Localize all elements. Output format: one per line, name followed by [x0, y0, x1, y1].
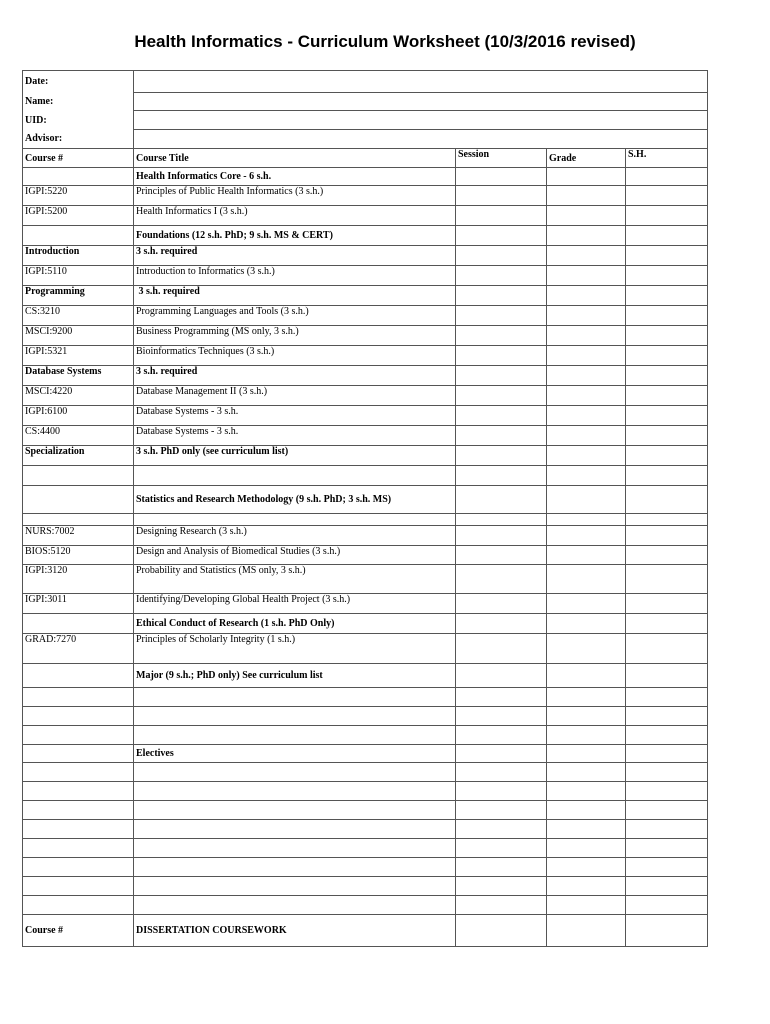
session-cell[interactable]	[456, 820, 547, 839]
course-cell[interactable]	[23, 877, 134, 896]
sh-cell[interactable]	[626, 426, 708, 446]
session-cell[interactable]	[456, 326, 547, 346]
table-row	[23, 426, 708, 446]
grade-cell[interactable]	[547, 745, 626, 763]
table-row	[23, 186, 708, 206]
page-title: Health Informatics - Curriculum Worksheet (10/3/2016 revised)	[134, 32, 636, 51]
grade-cell[interactable]	[547, 486, 626, 514]
title-cell[interactable]	[134, 858, 456, 877]
session-cell[interactable]	[456, 286, 547, 306]
grade-cell[interactable]	[547, 594, 626, 614]
grade-cell[interactable]	[547, 915, 626, 947]
sh-cell[interactable]	[626, 326, 708, 346]
session-cell[interactable]	[456, 565, 547, 594]
session-cell[interactable]	[456, 526, 547, 546]
course-cell[interactable]	[23, 466, 134, 486]
table-row	[23, 266, 708, 286]
advisor-field[interactable]	[134, 130, 708, 149]
session-cell[interactable]	[456, 726, 547, 745]
session-cell[interactable]	[456, 386, 547, 406]
session-cell[interactable]	[456, 688, 547, 707]
grade-cell[interactable]	[547, 366, 626, 386]
course-title: Programming Languages and Tools (3 s.h.)	[134, 306, 456, 326]
course-cell[interactable]	[23, 858, 134, 877]
grade-cell[interactable]	[547, 168, 626, 186]
sh-cell[interactable]	[626, 526, 708, 546]
column-header-session: Session	[456, 149, 547, 168]
table-row	[23, 877, 708, 896]
course-number: IGPI:5110	[23, 266, 134, 286]
sh-cell[interactable]	[626, 366, 708, 386]
grade-cell[interactable]	[547, 246, 626, 266]
sh-cell[interactable]	[626, 726, 708, 745]
session-cell[interactable]	[456, 634, 547, 664]
dissertation-course-label: Course #	[23, 915, 134, 947]
sh-cell[interactable]	[626, 877, 708, 896]
date-label: Date:	[23, 71, 134, 93]
table-cell	[23, 168, 134, 186]
table-row	[23, 801, 708, 820]
grade-cell[interactable]	[547, 820, 626, 839]
grade-cell[interactable]	[547, 546, 626, 565]
table-row	[23, 594, 708, 614]
sh-cell[interactable]	[626, 206, 708, 226]
group-requirement: 3 s.h. required	[134, 366, 456, 386]
sh-cell[interactable]	[626, 664, 708, 688]
sh-cell[interactable]	[626, 745, 708, 763]
group-requirement: 3 s.h. required	[134, 246, 456, 266]
grade-cell[interactable]	[547, 386, 626, 406]
grade-cell[interactable]	[547, 614, 626, 634]
table-row	[23, 286, 708, 306]
grade-cell[interactable]	[547, 286, 626, 306]
course-number: IGPI:3011	[23, 594, 134, 614]
section-heading-ethics: Ethical Conduct of Research (1 s.h. PhD Only)	[134, 614, 456, 634]
table-row	[23, 326, 708, 346]
title-cell[interactable]	[134, 782, 456, 801]
table-cell	[23, 226, 134, 246]
session-cell[interactable]	[456, 664, 547, 688]
grade-cell[interactable]	[547, 726, 626, 745]
sh-cell[interactable]	[626, 226, 708, 246]
course-number: CS:3210	[23, 306, 134, 326]
grade-cell[interactable]	[547, 266, 626, 286]
grade-cell[interactable]	[547, 664, 626, 688]
course-number: IGPI:5220	[23, 186, 134, 206]
column-header-row	[23, 149, 708, 168]
session-cell[interactable]	[456, 186, 547, 206]
table-row	[23, 726, 708, 745]
course-number: MSCI:4220	[23, 386, 134, 406]
grade-cell[interactable]	[547, 406, 626, 426]
section-heading-foundations: Foundations (12 s.h. PhD; 9 s.h. MS & CERT)	[134, 226, 456, 246]
grade-cell[interactable]	[547, 186, 626, 206]
grade-cell[interactable]	[547, 763, 626, 782]
grade-cell[interactable]	[547, 206, 626, 226]
sh-cell[interactable]	[626, 688, 708, 707]
sh-cell[interactable]	[626, 858, 708, 877]
grade-cell[interactable]	[547, 326, 626, 346]
course-title: Bioinformatics Techniques (3 s.h.)	[134, 346, 456, 366]
table-row	[23, 246, 708, 266]
session-cell[interactable]	[456, 306, 547, 326]
table-cell	[23, 614, 134, 634]
session-cell[interactable]	[456, 896, 547, 915]
advisor-label: Advisor:	[23, 130, 134, 149]
grade-cell[interactable]	[547, 446, 626, 466]
table-row	[23, 688, 708, 707]
session-cell[interactable]	[456, 915, 547, 947]
group-label: Specialization	[23, 446, 134, 466]
grade-cell[interactable]	[547, 526, 626, 546]
title-cell[interactable]	[134, 707, 456, 726]
table-row	[23, 366, 708, 386]
session-cell[interactable]	[456, 763, 547, 782]
table-row	[23, 763, 708, 782]
course-cell[interactable]	[23, 782, 134, 801]
course-number: IGPI:6100	[23, 406, 134, 426]
course-cell[interactable]	[23, 820, 134, 839]
title-cell[interactable]	[134, 763, 456, 782]
grade-cell[interactable]	[547, 306, 626, 326]
group-label: Programming	[23, 286, 134, 306]
session-cell[interactable]	[456, 782, 547, 801]
session-cell[interactable]	[456, 406, 547, 426]
session-cell[interactable]	[456, 266, 547, 286]
session-cell[interactable]	[456, 246, 547, 266]
grade-cell[interactable]	[547, 634, 626, 664]
course-title: Database Systems - 3 s.h.	[134, 426, 456, 446]
sh-cell[interactable]	[626, 896, 708, 915]
title-cell[interactable]	[134, 801, 456, 820]
sh-cell[interactable]	[626, 594, 708, 614]
column-header-grade: Grade	[547, 149, 626, 168]
course-number: GRAD:7270	[23, 634, 134, 664]
sh-cell[interactable]	[626, 565, 708, 594]
course-cell[interactable]	[23, 707, 134, 726]
sh-cell[interactable]	[626, 763, 708, 782]
table-row	[23, 820, 708, 839]
table-cell	[23, 745, 134, 763]
session-cell[interactable]	[456, 226, 547, 246]
grade-cell[interactable]	[547, 839, 626, 858]
sh-cell[interactable]	[626, 707, 708, 726]
title-cell[interactable]	[134, 726, 456, 745]
session-cell[interactable]	[456, 346, 547, 366]
section-heading-stats: Statistics and Research Methodology (9 s.h. PhD; 3 s.h. MS)	[134, 486, 456, 514]
course-title: Business Programming (MS only, 3 s.h.)	[134, 326, 456, 346]
course-title: Principles of Scholarly Integrity (1 s.h.)	[134, 634, 456, 664]
course-cell[interactable]	[23, 896, 134, 915]
course-title: Design and Analysis of Biomedical Studies (3 s.h.)	[134, 546, 456, 565]
session-cell[interactable]	[456, 839, 547, 858]
title-cell[interactable]	[134, 896, 456, 915]
table-row	[23, 306, 708, 326]
title-cell[interactable]	[134, 839, 456, 858]
session-cell[interactable]	[456, 801, 547, 820]
session-cell[interactable]	[456, 858, 547, 877]
course-title: Principles of Public Health Informatics (3 s.h.)	[134, 186, 456, 206]
name-field[interactable]	[134, 93, 708, 111]
sh-cell[interactable]	[626, 782, 708, 801]
session-cell[interactable]	[456, 206, 547, 226]
table-row	[23, 346, 708, 366]
table-row	[23, 206, 708, 226]
curriculum-table	[22, 70, 708, 947]
date-field[interactable]	[134, 71, 708, 93]
session-cell[interactable]	[456, 466, 547, 486]
course-title: Database Systems - 3 s.h.	[134, 406, 456, 426]
course-cell[interactable]	[23, 726, 134, 745]
course-title: Database Management II (3 s.h.)	[134, 386, 456, 406]
section-heading-major: Major (9 s.h.; PhD only) See curriculum list	[134, 664, 456, 688]
sh-cell[interactable]	[626, 446, 708, 466]
group-requirement: 3 s.h. PhD only (see curriculum list)	[134, 446, 456, 466]
grade-cell[interactable]	[547, 346, 626, 366]
column-header-course: Course #	[23, 149, 134, 168]
table-row	[23, 858, 708, 877]
session-cell[interactable]	[456, 486, 547, 514]
sh-cell[interactable]	[626, 614, 708, 634]
sh-cell[interactable]	[626, 306, 708, 326]
uid-field[interactable]	[134, 111, 708, 130]
course-cell[interactable]	[23, 839, 134, 858]
session-cell[interactable]	[456, 707, 547, 726]
title-cell[interactable]	[134, 466, 456, 486]
section-heading-core: Health Informatics Core - 6 s.h.	[134, 168, 456, 186]
title-cell[interactable]	[134, 877, 456, 896]
table-row	[23, 782, 708, 801]
course-cell[interactable]	[23, 801, 134, 820]
section-heading-dissertation: DISSERTATION COURSEWORK	[134, 915, 456, 947]
course-number: CS:4400	[23, 426, 134, 446]
course-number: MSCI:9200	[23, 326, 134, 346]
course-title: Health Informatics I (3 s.h.)	[134, 206, 456, 226]
column-header-sh: S.H.	[626, 149, 708, 168]
grade-cell[interactable]	[547, 466, 626, 486]
sh-cell[interactable]	[626, 246, 708, 266]
name-label: Name:	[23, 93, 134, 111]
course-number: NURS:7002	[23, 526, 134, 546]
sh-cell[interactable]	[626, 801, 708, 820]
sh-cell[interactable]	[626, 406, 708, 426]
course-number: BIOS:5120	[23, 546, 134, 565]
table-row	[23, 466, 708, 486]
sh-cell[interactable]	[626, 386, 708, 406]
table-row	[23, 839, 708, 858]
uid-label: UID:	[23, 111, 134, 130]
title-cell[interactable]	[134, 688, 456, 707]
session-cell[interactable]	[456, 594, 547, 614]
table-row	[23, 546, 708, 565]
title-cell[interactable]	[134, 820, 456, 839]
session-cell[interactable]	[456, 877, 547, 896]
grade-cell[interactable]	[547, 688, 626, 707]
grade-cell[interactable]	[547, 565, 626, 594]
table-cell	[23, 664, 134, 688]
table-row	[23, 386, 708, 406]
sh-cell[interactable]	[626, 286, 708, 306]
table-row	[23, 526, 708, 546]
sh-cell[interactable]	[626, 915, 708, 947]
grade-cell[interactable]	[547, 877, 626, 896]
table-row	[23, 896, 708, 915]
session-cell[interactable]	[456, 514, 547, 526]
grade-cell[interactable]	[547, 226, 626, 246]
sh-cell[interactable]	[626, 634, 708, 664]
table-row	[23, 446, 708, 466]
grade-cell[interactable]	[547, 782, 626, 801]
sh-cell[interactable]	[626, 266, 708, 286]
session-cell[interactable]	[456, 745, 547, 763]
session-cell[interactable]	[456, 366, 547, 386]
group-label: Introduction	[23, 246, 134, 266]
sh-cell[interactable]	[626, 346, 708, 366]
sh-cell[interactable]	[626, 486, 708, 514]
section-heading-electives: Electives	[134, 745, 456, 763]
sh-cell[interactable]	[626, 466, 708, 486]
group-label: Database Systems	[23, 366, 134, 386]
course-title: Probability and Statistics (MS only, 3 s.h.)	[134, 565, 456, 594]
table-row	[23, 406, 708, 426]
column-header-title: Course Title	[134, 149, 456, 168]
sh-cell[interactable]	[626, 186, 708, 206]
session-cell[interactable]	[456, 614, 547, 634]
grade-cell[interactable]	[547, 514, 626, 526]
session-cell[interactable]	[456, 426, 547, 446]
grade-cell[interactable]	[547, 426, 626, 446]
dissertation-row	[23, 915, 708, 947]
sh-cell[interactable]	[626, 839, 708, 858]
table-row	[23, 707, 708, 726]
grade-cell[interactable]	[547, 896, 626, 915]
sh-cell[interactable]	[626, 820, 708, 839]
course-title: Designing Research (3 s.h.)	[134, 526, 456, 546]
session-cell[interactable]	[456, 168, 547, 186]
group-requirement: 3 s.h. required	[134, 286, 456, 306]
course-title: Identifying/Developing Global Health Project (3 s.h.)	[134, 594, 456, 614]
course-number: IGPI:5200	[23, 206, 134, 226]
sh-cell[interactable]	[626, 514, 708, 526]
course-title: Introduction to Informatics (3 s.h.)	[134, 266, 456, 286]
sh-cell[interactable]	[626, 168, 708, 186]
sh-cell[interactable]	[626, 546, 708, 565]
grade-cell[interactable]	[547, 707, 626, 726]
course-cell[interactable]	[23, 688, 134, 707]
course-number: IGPI:5321	[23, 346, 134, 366]
session-cell[interactable]	[456, 546, 547, 565]
course-cell[interactable]	[23, 763, 134, 782]
grade-cell[interactable]	[547, 858, 626, 877]
table-row	[23, 634, 708, 664]
table-cell	[23, 486, 134, 514]
grade-cell[interactable]	[547, 801, 626, 820]
session-cell[interactable]	[456, 446, 547, 466]
title-cell[interactable]	[134, 514, 456, 526]
course-cell[interactable]	[23, 514, 134, 526]
table-row	[23, 565, 708, 594]
course-number: IGPI:3120	[23, 565, 134, 594]
